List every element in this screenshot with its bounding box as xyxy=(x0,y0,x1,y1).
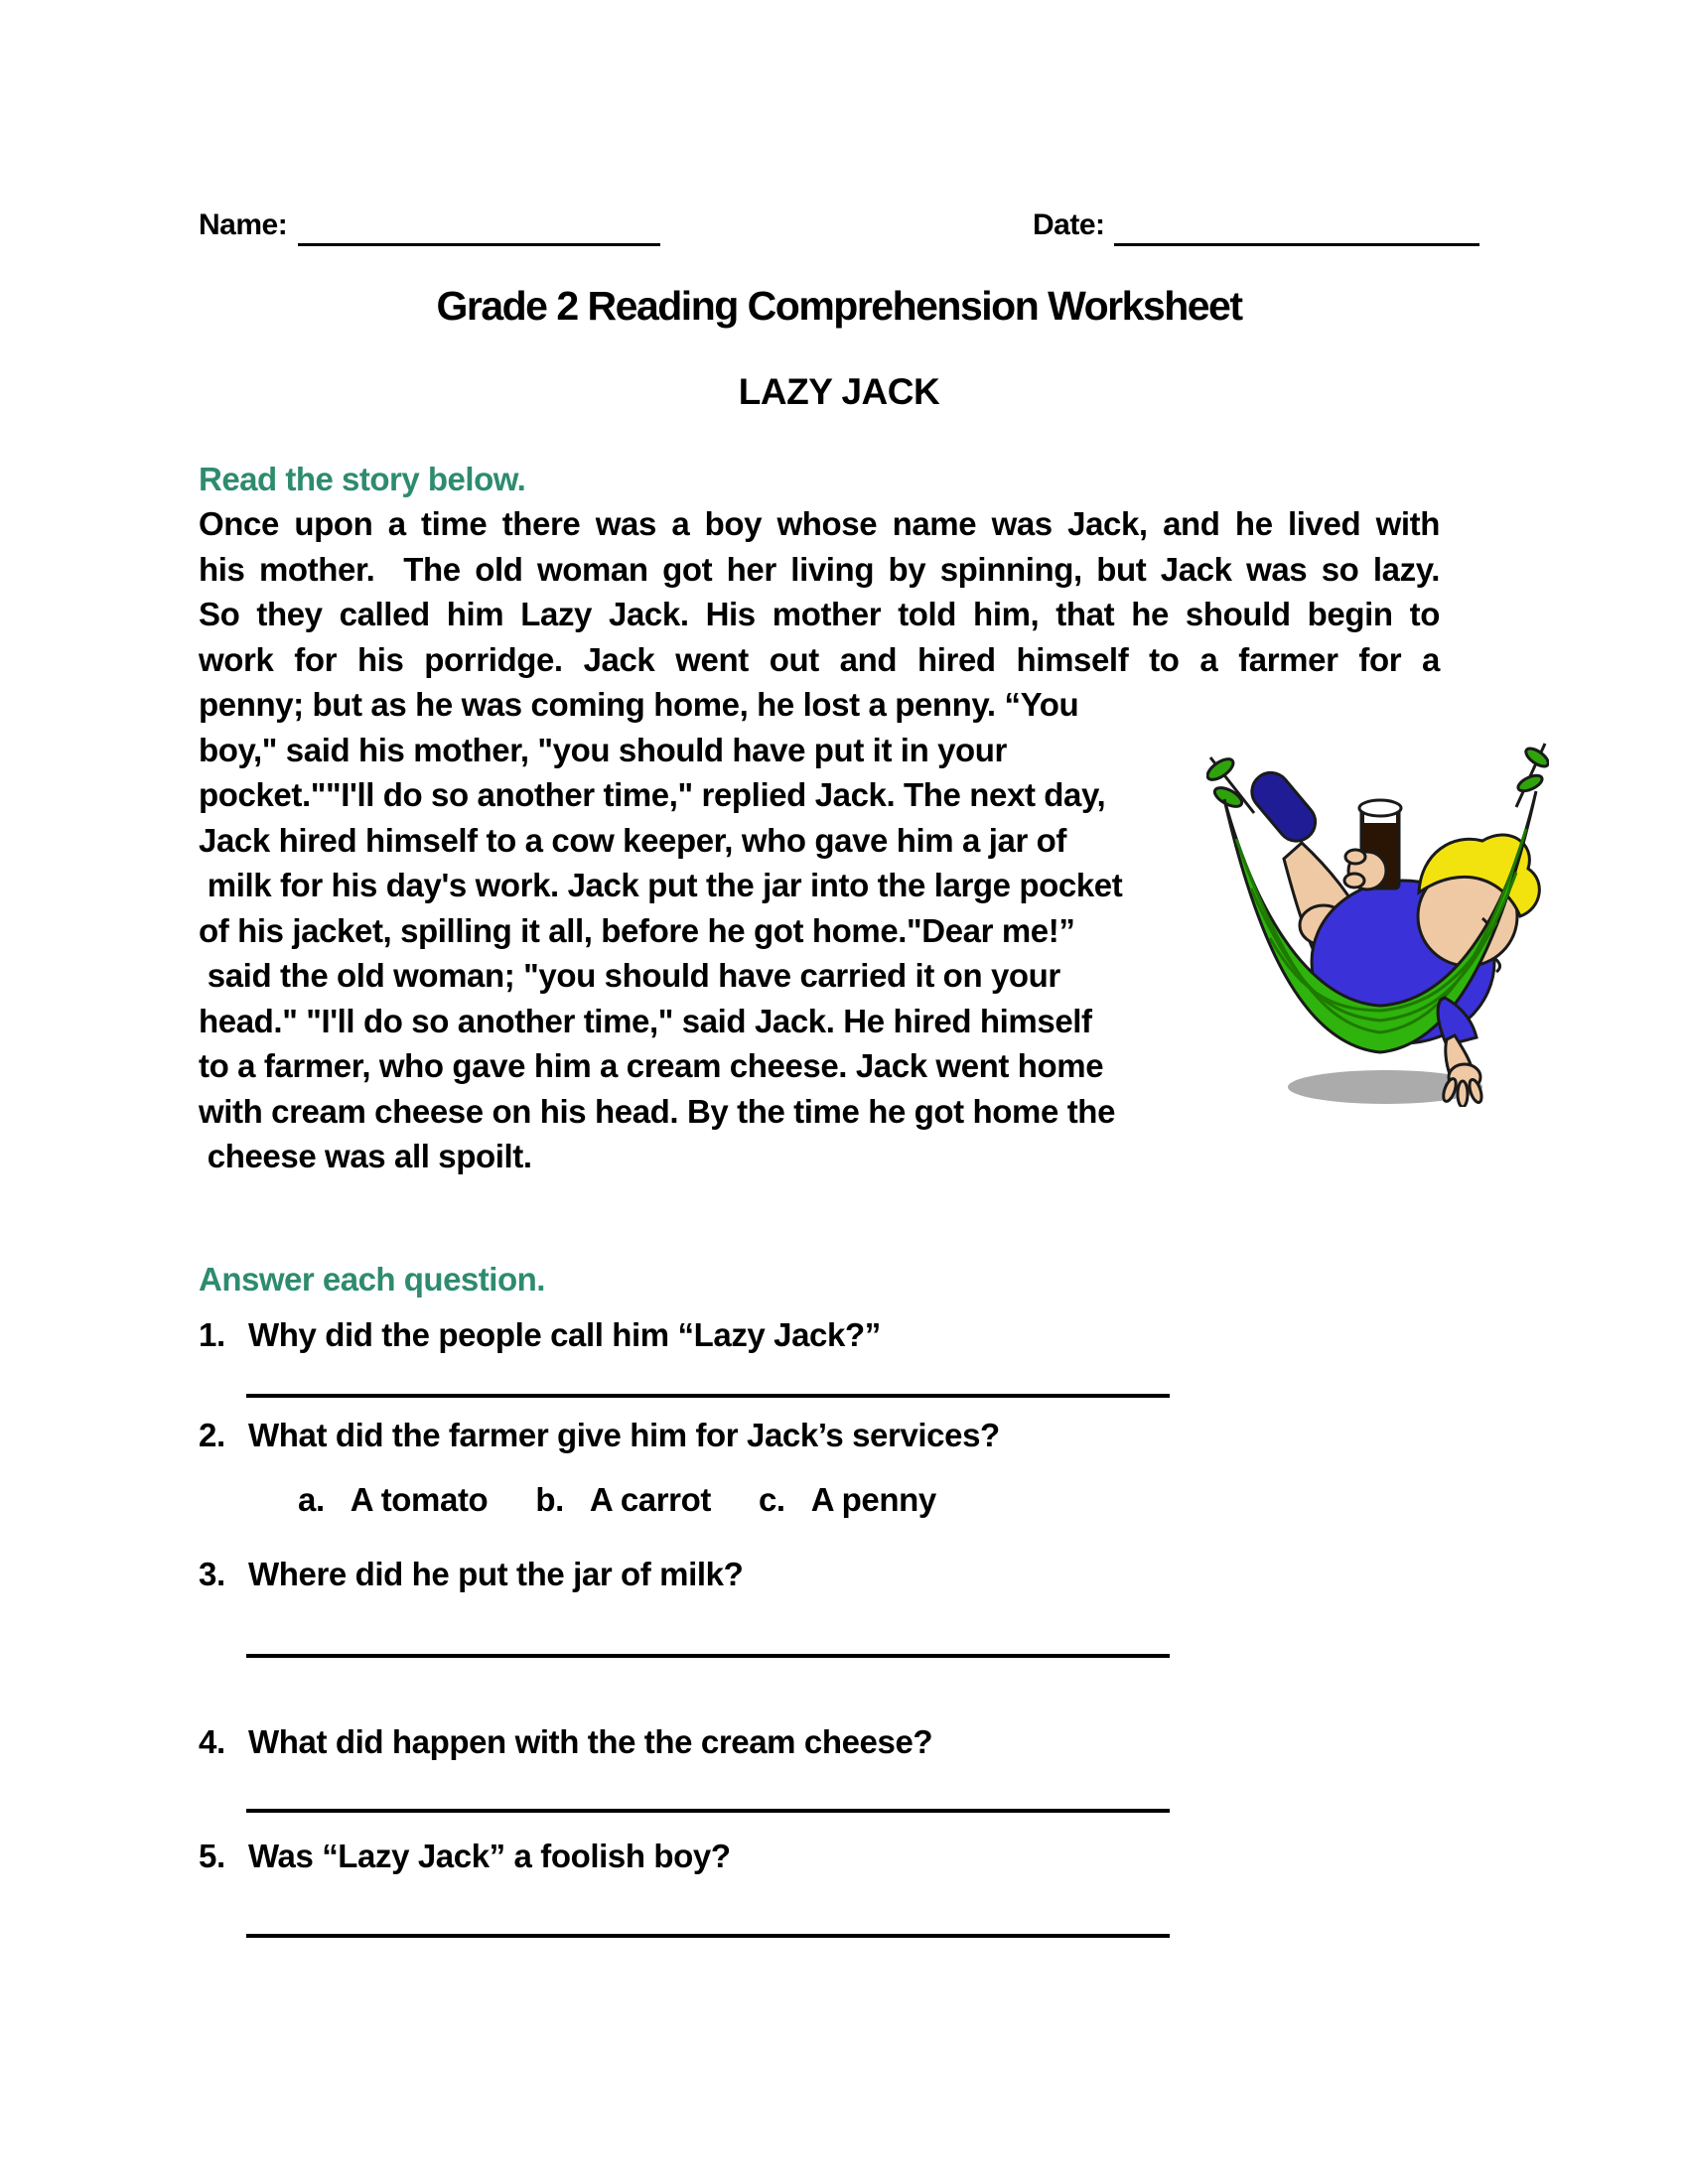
date-blank-line xyxy=(1114,243,1479,246)
option-label: A tomato xyxy=(350,1481,489,1518)
question-3 xyxy=(199,1555,743,1594)
question-number: 2. xyxy=(199,1417,225,1453)
story-line: said the old woman; "you should have carried it on your xyxy=(199,957,1060,994)
story-line: So they called him Lazy Jack. His mother told him, that he should begin to xyxy=(199,596,1440,632)
answer-line xyxy=(246,1654,1170,1658)
question-2 xyxy=(199,1416,1000,1455)
glass-rim xyxy=(1359,800,1401,816)
story-line: milk for his day's work. Jack put the jar into the large pocket xyxy=(199,867,1123,903)
option-label: A carrot xyxy=(589,1481,711,1518)
question-text: What did the farmer give him for Jack’s services? xyxy=(248,1417,1000,1453)
answer-line xyxy=(246,1809,1170,1813)
story-line: Once upon a time there was a boy whose name was Jack, and he lived with xyxy=(199,505,1440,542)
boy-shoe xyxy=(1244,765,1323,849)
question-text: Why did the people call him “Lazy Jack?” xyxy=(248,1316,881,1353)
question-number: 3. xyxy=(199,1556,225,1592)
story-line: pocket.""I'll do so another time," replied Jack. The next day, xyxy=(199,776,1106,813)
question-4 xyxy=(199,1722,932,1762)
answer-line xyxy=(246,1394,1170,1398)
option-label: A penny xyxy=(810,1481,936,1518)
date-label: Date: xyxy=(1033,208,1105,241)
question-number: 1. xyxy=(199,1316,225,1353)
answer-questions-heading: Answer each question. xyxy=(199,1261,545,1297)
option-letter: b. xyxy=(535,1481,564,1518)
story-line: work for his porridge. Jack went out and hired himself to a farmer for a xyxy=(199,640,1440,678)
question-1 xyxy=(199,1315,881,1355)
option-letter: c. xyxy=(758,1481,785,1518)
story-line: to a farmer, who gave him a cream cheese. Jack went home xyxy=(199,1047,1104,1084)
story-line: his mother. The old woman got her living by spinning, but Jack was so lazy. xyxy=(199,550,1440,588)
story-title: LAZY JACK xyxy=(738,371,940,412)
question-5 xyxy=(199,1837,731,1876)
question-text: Was “Lazy Jack” a foolish boy? xyxy=(248,1838,731,1874)
question-text: Where did he put the jar of milk? xyxy=(248,1556,744,1592)
option-b xyxy=(535,1481,711,1519)
question-number: 4. xyxy=(199,1723,225,1760)
option-c xyxy=(759,1481,936,1519)
story-line: head." "I'll do so another time," said Jack. He hired himself xyxy=(199,1002,1092,1039)
story-line: Jack hired himself to a cow keeper, who gave him a jar of xyxy=(199,821,1067,859)
question-2-options xyxy=(298,1481,936,1519)
story-line: boy," said his mother, "you should have put it in your xyxy=(199,731,1008,768)
story-line: with cream cheese on his head. By the time he got home the xyxy=(199,1092,1116,1130)
answer-line xyxy=(246,1934,1170,1938)
option-letter: a. xyxy=(298,1481,325,1518)
question-text: What did happen with the the cream cheese? xyxy=(248,1723,933,1760)
story-line: of his jacket, spilling it all, before he got home."Dear me!” xyxy=(199,911,1075,949)
story-line: penny; but as he was coming home, he lost a penny. “You xyxy=(199,686,1079,723)
read-story-heading: Read the story below. xyxy=(199,461,526,497)
name-blank-line xyxy=(298,243,660,246)
boy-in-hammock-illustration xyxy=(1206,712,1549,1107)
option-a xyxy=(298,1481,488,1519)
name-label: Name: xyxy=(199,208,288,241)
question-number: 5. xyxy=(199,1838,225,1874)
story-line: cheese was all spoilt. xyxy=(199,1138,532,1174)
boy-hand-holding-glass xyxy=(1344,850,1386,889)
page-title: Grade 2 Reading Comprehension Worksheet xyxy=(436,283,1242,329)
